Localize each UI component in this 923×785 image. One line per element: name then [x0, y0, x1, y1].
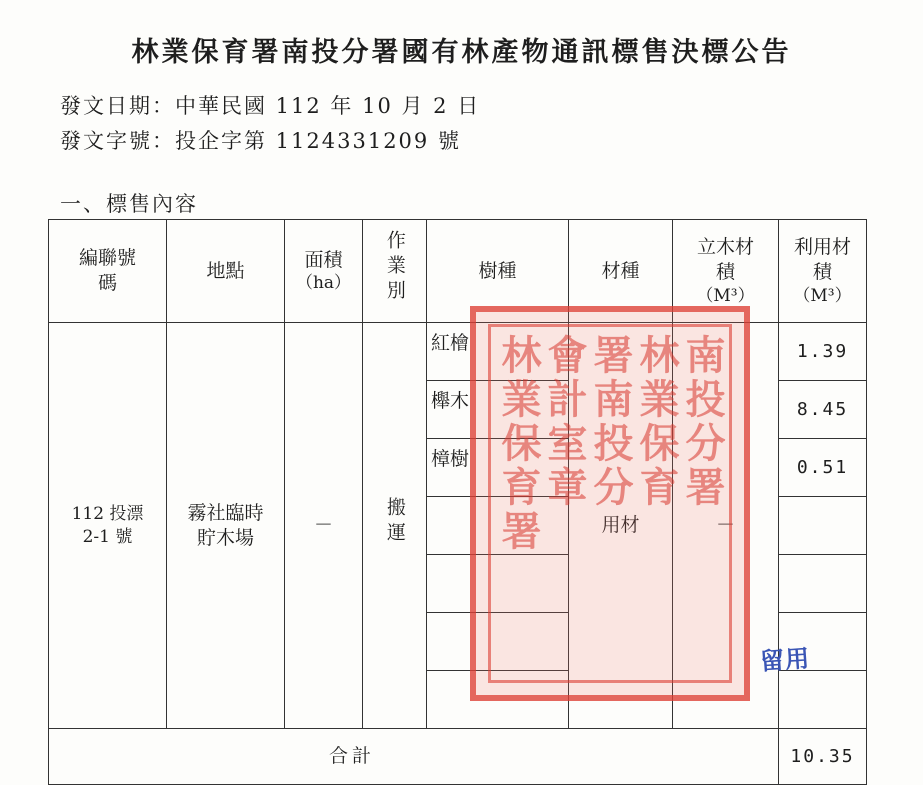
total-label: 合計 — [49, 729, 779, 785]
usable-volume-cell — [779, 555, 867, 613]
lot-standing-volume: － — [673, 323, 779, 729]
species-cell: 樟樹 — [427, 439, 569, 497]
usable-volume-cell: 1.39 — [779, 323, 867, 381]
seal-column: 署南投分 — [587, 334, 633, 510]
species-cell — [427, 671, 569, 729]
header-location: 地點 — [167, 220, 285, 323]
species-cell — [427, 555, 569, 613]
header-species: 樹種 — [427, 220, 569, 323]
header-standing-volume: 立木材積 （M³） — [673, 220, 779, 323]
header-id: 編聯號碼 — [49, 220, 167, 323]
usable-volume-cell: 0.51 — [779, 439, 867, 497]
header-material: 材種 — [569, 220, 673, 323]
lot-operation: 搬運 — [363, 323, 427, 729]
issue-date: 發文日期：中華民國 112 年 10 月 2 日 — [60, 94, 481, 118]
header-operation: 作業別 — [363, 220, 427, 323]
seal-column: 林業保育署 — [495, 334, 541, 554]
lot-id: 112 投漂 2-1 號 — [49, 323, 167, 729]
total-row — [49, 729, 867, 785]
lot-area: － — [285, 323, 363, 729]
header-usable-volume: 利用材積 （M³） — [779, 220, 867, 323]
section-title: 一、標售內容 — [60, 192, 198, 216]
seal-column: 南投分署 — [679, 334, 725, 510]
header-area: 面積 （ha） — [285, 220, 363, 323]
issue-number: 發文字號：投企字第 1124331209 號 — [60, 129, 461, 153]
table-row — [49, 323, 867, 381]
species-cell: 紅檜 — [427, 323, 569, 381]
usable-volume-cell — [779, 671, 867, 729]
species-cell — [427, 497, 569, 555]
bid-table — [48, 219, 867, 785]
total-value: 10.35 — [779, 729, 867, 785]
usable-volume-cell: 8.45 — [779, 381, 867, 439]
species-cell: 櫸木 — [427, 381, 569, 439]
usable-volume-cell — [779, 497, 867, 555]
page-title: 林業保育署南投分署國有林產物通訊標售決標公告 — [131, 37, 792, 68]
seal-column: 會計室章 — [541, 334, 587, 510]
species-cell — [427, 613, 569, 671]
lot-material: 用材 — [569, 323, 673, 729]
table-header-row — [49, 220, 867, 323]
lot-location: 霧社臨時貯木場 — [167, 323, 285, 729]
seal-column: 林業保育 — [633, 334, 679, 510]
reserve-stamp: 留用 — [759, 644, 812, 676]
